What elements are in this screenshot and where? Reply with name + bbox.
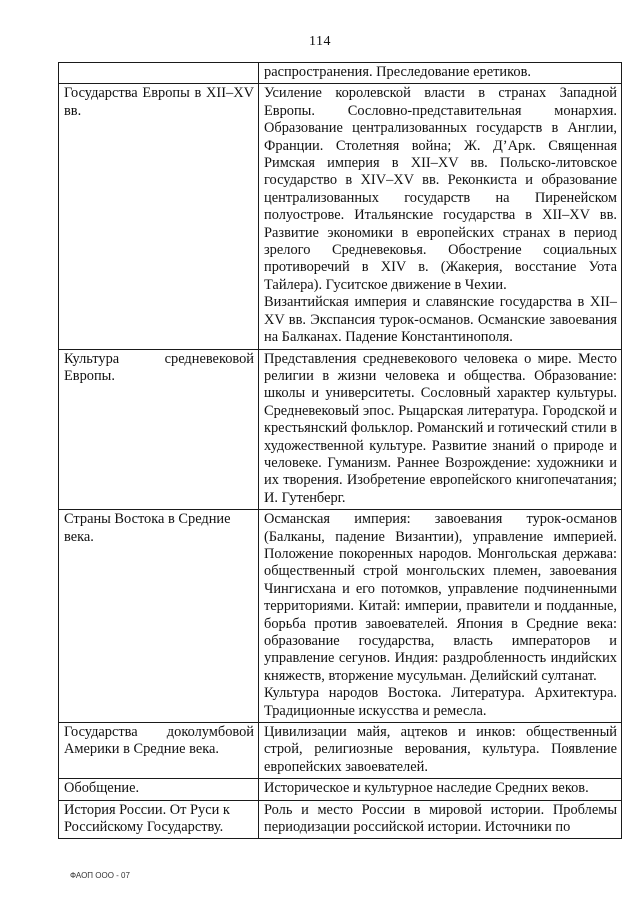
table-row [59, 723, 622, 779]
content-paragraph: Роль и место России в мировой истории. Проблемы периодизации российской истории. Источники по [264, 801, 617, 836]
content-cell [259, 63, 622, 84]
topic-cell [59, 84, 259, 349]
table-row [59, 510, 622, 723]
topic-cell [59, 779, 259, 800]
content-cell [259, 779, 622, 800]
topic-cell [59, 510, 259, 723]
content-paragraph: Представления средневекового человека о мире. Место религии в жизни человека и общества. Образование: школы и университеты. Сословный характер культуры. Средневековый эпос. Рыцарская литература. Городской и крестьянский фольклор. Романский и готический стили в художественной культуре. Развитие знаний о природе и человеке. Гуманизм. Раннее Возрождение: художники и их творения. Изобретение европейского книгопечатания; И. Гутенберг. [264, 350, 617, 506]
table-row [59, 800, 622, 839]
footer-code: ФАОП ООО - 07 [70, 871, 130, 880]
topic-text: Обобщение. [64, 780, 140, 797]
topic-text: История России. От Руси к Российскому Государству. [64, 801, 230, 836]
topic-text: Государства Европы в XII–XV вв. [64, 85, 254, 119]
content-paragraph: Культура народов Востока. Литература. Архитектура. Традиционные искусства и ремесла. [264, 685, 617, 719]
content-paragraph: Цивилизации майя, ацтеков и инков: общественный строй, религиозные верования, культура. Появление европейских завоевателей. [264, 724, 617, 775]
content-cell [259, 800, 622, 839]
topic-cell [59, 800, 259, 839]
table-row [59, 84, 622, 349]
content-cell [259, 84, 622, 349]
topic-text: Государства доколумбовой Америки в Средние века. [64, 724, 254, 758]
content-cell [259, 349, 622, 510]
content-cell [259, 723, 622, 779]
table-row [59, 779, 622, 800]
topic-cell [59, 63, 259, 84]
content-paragraph: Историческое и культурное наследие Средних веков. [264, 780, 589, 797]
table-row [59, 349, 622, 510]
content-cell [259, 510, 622, 723]
content-paragraph: Византийская империя и славянские государства в XII–XV вв. Экспансия турок-османов. Османские завоевания на Балканах. Падение Константинополя. [264, 294, 617, 346]
topic-text: Культура средневековой Европы. [64, 350, 254, 384]
curriculum-table [58, 62, 622, 839]
page-number: 114 [309, 34, 331, 49]
topic-text: Страны Востока в Средние века. [64, 511, 231, 545]
topic-cell [59, 723, 259, 779]
table-row [59, 63, 622, 84]
content-paragraph: распространения. Преследование еретиков. [264, 64, 531, 80]
content-paragraph: Усиление королевской власти в странах Западной Европы. Сословно-представительная монархия. Образование централизованных государств в Англии, Франции. Столетняя война; Ж. Д’Арк. Священная Римская империя в XII–XV вв. Польско-литовское государство в XIV–XV вв. Реконкиста и образование централизованных государств на Пиренейском полуострове. Итальянские государства в XII–XV вв. Развитие экономики в европейских странах в период зрелого Средневековья. Обострение социальных противоречий в XIV в. (Жакерия, восстание Уота Тайлера). Гуситское движение в Чехии. [264, 85, 617, 293]
content-paragraph: Османская империя: завоевания турок-османов (Балканы, падение Византии), управление империей. Положение покоренных народов. Монгольская держава: общественный строй монгольских племен, завоевания Чингисхана и его потомков, управление подчиненными территориями. Китай: империи, правители и подданные, борьба против завоевателей. Япония в Средние века: образование государства, власть императоров и управление сегунов. Индия: раздробленность индийских княжеств, вторжение мусульман. Делийский султанат. [264, 511, 617, 684]
topic-cell [59, 349, 259, 510]
